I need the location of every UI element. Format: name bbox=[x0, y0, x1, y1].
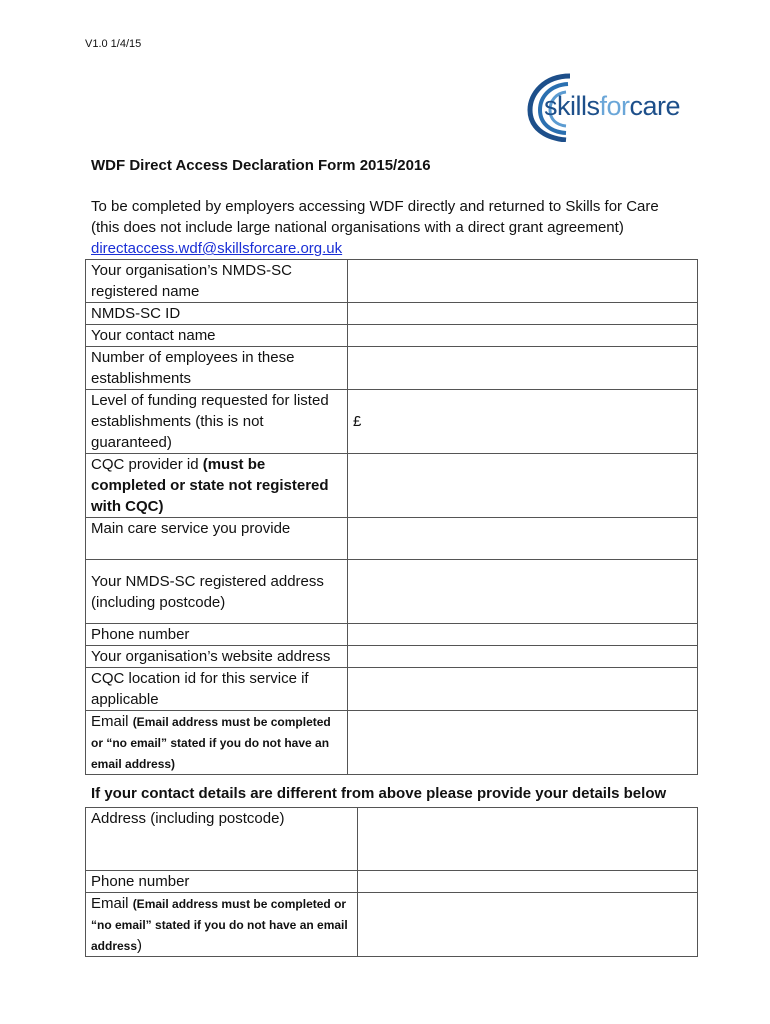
employees-label: Number of employees in these establishments bbox=[86, 347, 348, 390]
svg-text:skillsforcare bbox=[544, 91, 680, 121]
pound-sign: £ bbox=[353, 413, 362, 430]
email-link[interactable]: directaccess.wdf@skillsforcare.org.uk bbox=[91, 240, 343, 257]
table-row bbox=[86, 668, 698, 711]
address-label: Your NMDS-SC registered address (including postcode) bbox=[86, 560, 348, 624]
table-row bbox=[86, 454, 698, 518]
skills-for-care-logo bbox=[522, 72, 702, 142]
alt-email-field[interactable] bbox=[358, 893, 698, 957]
contact-name-field[interactable] bbox=[348, 325, 698, 347]
table-row bbox=[86, 260, 698, 303]
table-row bbox=[86, 560, 698, 624]
alt-contact-heading: If your contact details are different from above please provide your details below bbox=[91, 785, 667, 802]
table-row bbox=[86, 808, 698, 871]
email-note: (Email address must be completed or “no email” stated if you do not have an email address) bbox=[91, 715, 331, 771]
email-text: Email bbox=[91, 713, 133, 730]
cqc-provider-field[interactable] bbox=[348, 454, 698, 518]
cqc-provider-text: CQC provider id bbox=[91, 456, 203, 473]
funding-field[interactable] bbox=[348, 390, 698, 454]
table-row bbox=[86, 325, 698, 347]
cqc-provider-label bbox=[86, 454, 348, 518]
email-label bbox=[86, 711, 348, 775]
nmds-id-label: NMDS-SC ID bbox=[86, 303, 348, 325]
alt-email-close: ) bbox=[137, 937, 143, 954]
alt-phone-field[interactable] bbox=[358, 871, 698, 893]
form-title: WDF Direct Access Declaration Form 2015/2016 bbox=[91, 157, 431, 174]
org-name-field[interactable] bbox=[348, 260, 698, 303]
table-row bbox=[86, 347, 698, 390]
alternate-contact-table bbox=[85, 807, 698, 957]
cqc-provider-note: (must be completed or state not registered with CQC) bbox=[91, 456, 329, 515]
phone-label: Phone number bbox=[86, 624, 348, 646]
employees-field[interactable] bbox=[348, 347, 698, 390]
table-row bbox=[86, 646, 698, 668]
funding-label: Level of funding requested for listed establishments (this is not guaranteed) bbox=[86, 390, 348, 454]
cqc-location-label: CQC location id for this service if applicable bbox=[86, 668, 348, 711]
intro-line-1: To be completed by employers accessing WDF directly and returned to Skills for Care bbox=[91, 198, 659, 215]
website-field[interactable] bbox=[348, 646, 698, 668]
contact-name-label: Your contact name bbox=[86, 325, 348, 347]
alt-phone-label: Phone number bbox=[86, 871, 358, 893]
table-row bbox=[86, 893, 698, 957]
logo-skills-text: skills bbox=[544, 91, 600, 121]
main-service-field[interactable] bbox=[348, 518, 698, 560]
organisation-details-table bbox=[85, 259, 698, 775]
table-row bbox=[86, 518, 698, 560]
address-field[interactable] bbox=[348, 560, 698, 624]
website-label: Your organisation’s website address bbox=[86, 646, 348, 668]
table-row bbox=[86, 624, 698, 646]
email-field[interactable] bbox=[348, 711, 698, 775]
nmds-id-field[interactable] bbox=[348, 303, 698, 325]
table-row bbox=[86, 390, 698, 454]
intro-line-2: (this does not include large national organisations with a direct grant agreement) bbox=[91, 219, 624, 236]
phone-field[interactable] bbox=[348, 624, 698, 646]
alt-address-field[interactable] bbox=[358, 808, 698, 871]
logo-for-text: for bbox=[599, 91, 630, 121]
logo-care-text: care bbox=[629, 91, 681, 121]
alt-address-label: Address (including postcode) bbox=[86, 808, 358, 871]
alt-email-text: Email bbox=[91, 895, 133, 912]
version-label: V1.0 1/4/15 bbox=[85, 38, 142, 50]
cqc-location-field[interactable] bbox=[348, 668, 698, 711]
table-row bbox=[86, 871, 698, 893]
org-name-label: Your organisation’s NMDS-SC registered name bbox=[86, 260, 348, 303]
intro-text bbox=[91, 196, 711, 259]
alt-email-note: (Email address must be completed or “no email” stated if you do not have an email address bbox=[91, 897, 348, 953]
table-row bbox=[86, 711, 698, 775]
alt-email-label bbox=[86, 893, 358, 957]
table-row bbox=[86, 303, 698, 325]
main-service-label: Main care service you provide bbox=[86, 518, 348, 560]
